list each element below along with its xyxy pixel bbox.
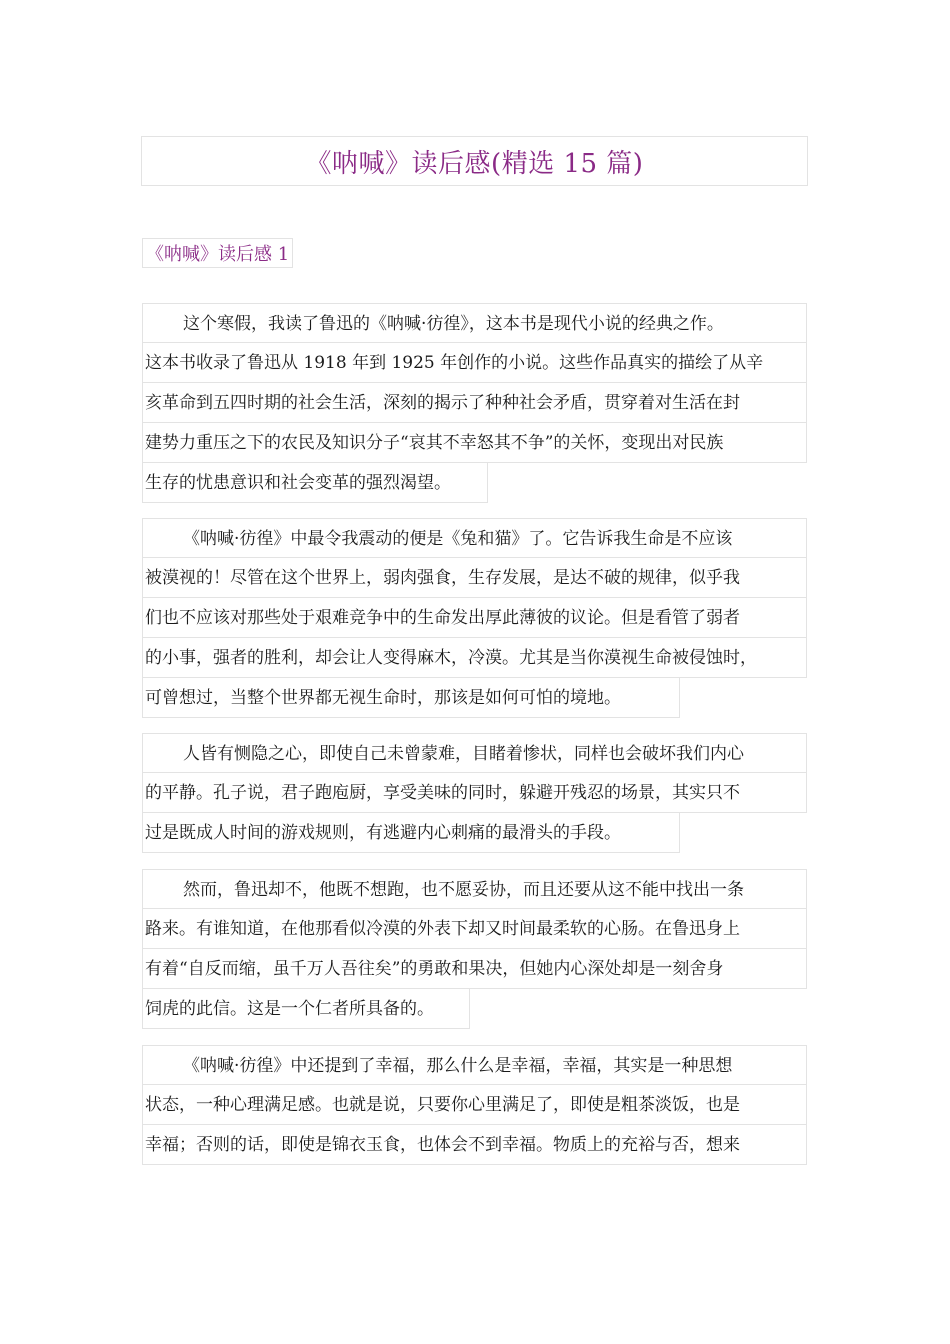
paragraph-3 [142,733,807,853]
paragraph-line: 的小事，强者的胜利，却会让人变得麻木，冷漠。尤其是当你漠视生命被侵蚀时， [142,638,807,678]
paragraph-line: 人皆有恻隐之心，即使自己未曾蒙难，目睹着惨状，同样也会破坏我们内心 [142,733,807,773]
paragraph-line: 这个寒假，我读了鲁迅的《呐喊·彷徨》，这本书是现代小说的经典之作。 [142,303,807,343]
paragraph-line: 的平静。孔子说，君子跑庖厨，享受美味的同时，躲避开残忍的场景，其实只不 [142,773,807,813]
paragraph-5 [142,1045,807,1165]
paragraph-line: 可曾想过，当整个世界都无视生命时，那该是如何可怕的境地。 [142,678,680,718]
section-heading: 《呐喊》读后感 1 [146,244,290,265]
paragraph-4 [142,869,807,1029]
paragraph-line: 有着“自反而缩，虽千万人吾往矣”的勇敢和果决，但她内心深处却是一刻舍身 [142,949,807,989]
document-title: 《呐喊》读后感(精选 15 篇) [305,148,644,179]
paragraph-line: 建势力重压之下的农民及知识分子“哀其不幸怒其不争”的关怀，变现出对民族 [142,423,807,463]
paragraph-line: 《呐喊·彷徨》中最令我震动的便是《兔和猫》了。它告诉我生命是不应该 [142,518,807,558]
paragraph-line: 饲虎的此信。这是一个仁者所具备的。 [142,989,470,1029]
paragraph-line: 过是既成人时间的游戏规则，有逃避内心刺痛的最滑头的手段。 [142,813,680,853]
paragraph-line: 亥革命到五四时期的社会生活，深刻的揭示了种种社会矛盾，贯穿着对生活在封 [142,383,807,423]
paragraph-1 [142,303,807,503]
paragraph-line: 们也不应该对那些处于艰难竞争中的生命发出厚此薄彼的议论。但是看管了弱者 [142,598,807,638]
paragraph-line: 《呐喊·彷徨》中还提到了幸福，那么什么是幸福，幸福，其实是一种思想 [142,1045,807,1085]
paragraph-line: 幸福；否则的话，即使是锦衣玉食，也体会不到幸福。物质上的充裕与否，想来 [142,1125,807,1165]
section-heading-box [142,238,293,268]
paragraph-line: 然而，鲁迅却不，他既不想跑，也不愿妥协，而且还要从这不能中找出一条 [142,869,807,909]
paragraph-line: 生存的忧患意识和社会变革的强烈渴望。 [142,463,488,503]
paragraph-line: 状态，一种心理满足感。也就是说，只要你心里满足了，即使是粗茶淡饭，也是 [142,1085,807,1125]
paragraph-line: 路来。有谁知道，在他那看似冷漠的外表下却又时间最柔软的心肠。在鲁迅身上 [142,909,807,949]
title-box [141,136,808,186]
paragraph-2 [142,518,807,718]
paragraph-line: 这本书收录了鲁迅从 1918 年到 1925 年创作的小说。这些作品真实的描绘了从辛 [142,343,807,383]
paragraph-line: 被漠视的！尽管在这个世界上，弱肉强食，生存发展，是达不破的规律，似乎我 [142,558,807,598]
